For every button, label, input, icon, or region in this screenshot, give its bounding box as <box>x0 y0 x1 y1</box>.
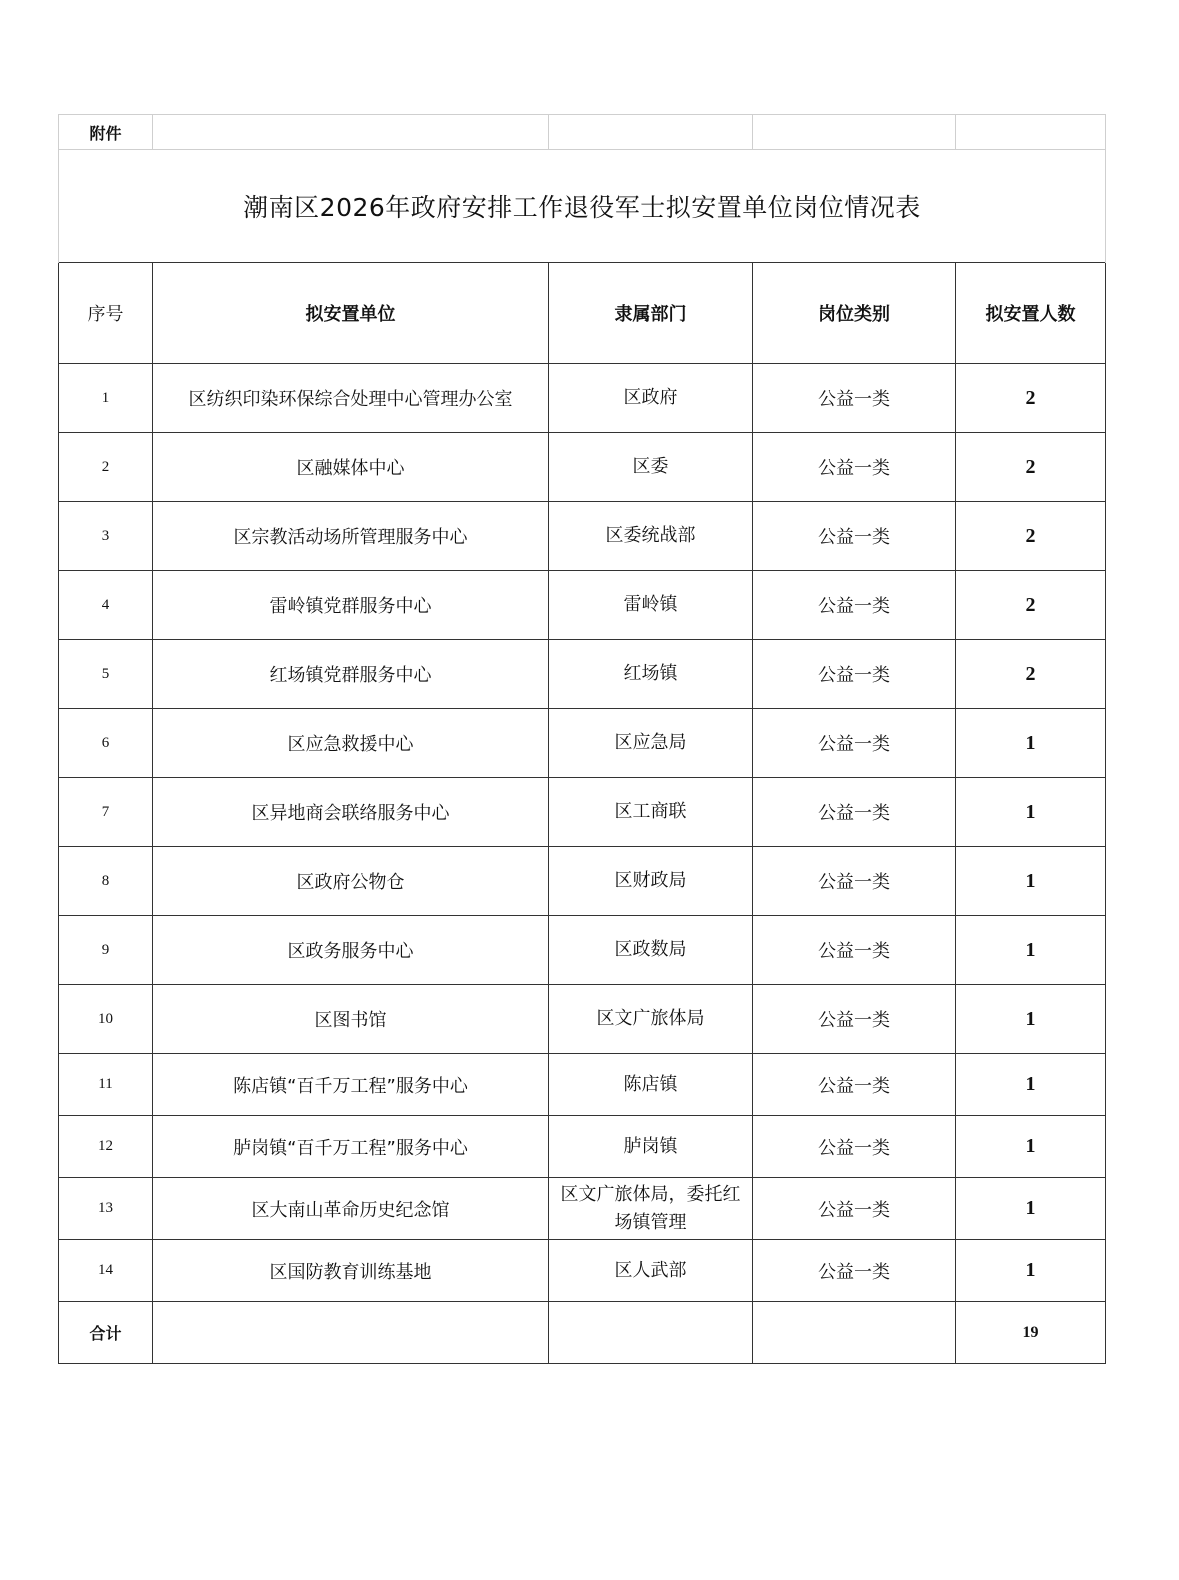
row-unit: 区大南山革命历史纪念馆 <box>153 1178 549 1240</box>
total-value: 19 <box>956 1302 1106 1364</box>
row-department-text: 区文广旅体局，委托红场镇管理 <box>560 1183 741 1233</box>
row-seq: 9 <box>59 916 153 985</box>
row-category: 公益一类 <box>753 1054 956 1116</box>
empty-cell <box>753 1302 956 1364</box>
row-department-text: 区政府 <box>623 387 678 408</box>
row-seq: 10 <box>59 985 153 1054</box>
table-row <box>59 571 1106 640</box>
row-department <box>549 709 753 778</box>
row-unit: 区政府公物仓 <box>153 847 549 916</box>
row-unit: 区异地商会联络服务中心 <box>153 778 549 847</box>
row-department-text: 区政数局 <box>614 939 687 960</box>
empty-cell <box>956 115 1106 150</box>
row-category: 公益一类 <box>753 1116 956 1178</box>
header-unit: 拟安置单位 <box>153 263 549 364</box>
row-count: 2 <box>956 502 1106 571</box>
row-count: 1 <box>956 1240 1106 1302</box>
row-category: 公益一类 <box>753 433 956 502</box>
header-department: 隶属部门 <box>549 263 753 364</box>
row-category: 公益一类 <box>753 709 956 778</box>
table-row <box>59 916 1106 985</box>
header-count: 拟安置人数 <box>956 263 1106 364</box>
row-seq: 6 <box>59 709 153 778</box>
table-row <box>59 433 1106 502</box>
row-unit: 区图书馆 <box>153 985 549 1054</box>
row-seq: 2 <box>59 433 153 502</box>
table-row <box>59 1116 1106 1178</box>
row-unit: 区融媒体中心 <box>153 433 549 502</box>
row-unit: 区应急救援中心 <box>153 709 549 778</box>
row-unit: 胪岗镇“百千万工程”服务中心 <box>153 1116 549 1178</box>
table-row <box>59 709 1106 778</box>
row-seq: 7 <box>59 778 153 847</box>
row-count: 1 <box>956 778 1106 847</box>
row-seq: 8 <box>59 847 153 916</box>
row-department <box>549 916 753 985</box>
table-row <box>59 847 1106 916</box>
row-department-text: 区工商联 <box>614 801 687 822</box>
row-department <box>549 1240 753 1302</box>
row-count: 2 <box>956 571 1106 640</box>
attachment-label: 附件 <box>59 115 153 150</box>
row-unit: 区政务服务中心 <box>153 916 549 985</box>
row-department <box>549 1178 753 1240</box>
row-department <box>549 985 753 1054</box>
row-count: 1 <box>956 985 1106 1054</box>
row-department-text: 陈店镇 <box>623 1073 678 1095</box>
row-category: 公益一类 <box>753 1178 956 1240</box>
placement-table <box>58 114 1106 1364</box>
row-seq: 4 <box>59 571 153 640</box>
row-count: 1 <box>956 1116 1106 1178</box>
row-category: 公益一类 <box>753 778 956 847</box>
row-category: 公益一类 <box>753 985 956 1054</box>
row-department <box>549 364 753 433</box>
table-title: 潮南区2026年政府安排工作退役军士拟安置单位岗位情况表 <box>59 150 1106 263</box>
row-count: 1 <box>956 1178 1106 1240</box>
row-category: 公益一类 <box>753 364 956 433</box>
header-row <box>59 263 1106 364</box>
row-count: 2 <box>956 640 1106 709</box>
row-department-text: 区文广旅体局 <box>596 1008 705 1029</box>
total-row <box>59 1302 1106 1364</box>
row-department-text: 区委 <box>632 456 669 477</box>
row-unit: 区国防教育训练基地 <box>153 1240 549 1302</box>
row-count: 1 <box>956 1054 1106 1116</box>
row-department <box>549 778 753 847</box>
row-department-text: 红场镇 <box>623 663 678 684</box>
row-unit: 区纺织印染环保综合处理中心管理办公室 <box>153 364 549 433</box>
empty-cell <box>549 1302 753 1364</box>
row-department <box>549 847 753 916</box>
row-department <box>549 1116 753 1178</box>
row-count: 1 <box>956 916 1106 985</box>
table-row <box>59 778 1106 847</box>
row-count: 1 <box>956 709 1106 778</box>
header-seq: 序号 <box>59 263 153 364</box>
row-unit: 区宗教活动场所管理服务中心 <box>153 502 549 571</box>
row-department <box>549 433 753 502</box>
row-department-text: 区人武部 <box>614 1259 687 1281</box>
attachment-row <box>59 115 1106 150</box>
title-row <box>59 150 1106 263</box>
row-count: 1 <box>956 847 1106 916</box>
row-seq: 5 <box>59 640 153 709</box>
row-unit: 红场镇党群服务中心 <box>153 640 549 709</box>
row-department-text: 区委统战部 <box>605 525 696 546</box>
empty-cell <box>153 1302 549 1364</box>
row-seq: 12 <box>59 1116 153 1178</box>
row-department-text: 区应急局 <box>614 732 687 753</box>
row-count: 2 <box>956 364 1106 433</box>
table-row <box>59 502 1106 571</box>
row-category: 公益一类 <box>753 571 956 640</box>
row-category: 公益一类 <box>753 640 956 709</box>
row-seq: 1 <box>59 364 153 433</box>
empty-cell <box>549 115 753 150</box>
row-seq: 11 <box>59 1054 153 1116</box>
empty-cell <box>153 115 549 150</box>
header-category: 岗位类别 <box>753 263 956 364</box>
table-row <box>59 640 1106 709</box>
row-unit: 陈店镇“百千万工程”服务中心 <box>153 1054 549 1116</box>
row-department <box>549 571 753 640</box>
row-seq: 3 <box>59 502 153 571</box>
table-row <box>59 985 1106 1054</box>
row-category: 公益一类 <box>753 916 956 985</box>
table-row <box>59 1054 1106 1116</box>
row-seq: 13 <box>59 1178 153 1240</box>
row-department <box>549 1054 753 1116</box>
empty-cell <box>753 115 956 150</box>
row-category: 公益一类 <box>753 502 956 571</box>
table-row <box>59 1178 1106 1240</box>
row-department-text: 雷岭镇 <box>623 594 678 615</box>
row-seq: 14 <box>59 1240 153 1302</box>
row-department <box>549 502 753 571</box>
row-department <box>549 640 753 709</box>
row-unit: 雷岭镇党群服务中心 <box>153 571 549 640</box>
row-department-text: 区财政局 <box>614 870 687 891</box>
table-row <box>59 1240 1106 1302</box>
row-category: 公益一类 <box>753 847 956 916</box>
row-category: 公益一类 <box>753 1240 956 1302</box>
total-label: 合计 <box>59 1302 153 1364</box>
table-row <box>59 364 1106 433</box>
row-count: 2 <box>956 433 1106 502</box>
row-department-text: 胪岗镇 <box>623 1135 678 1157</box>
